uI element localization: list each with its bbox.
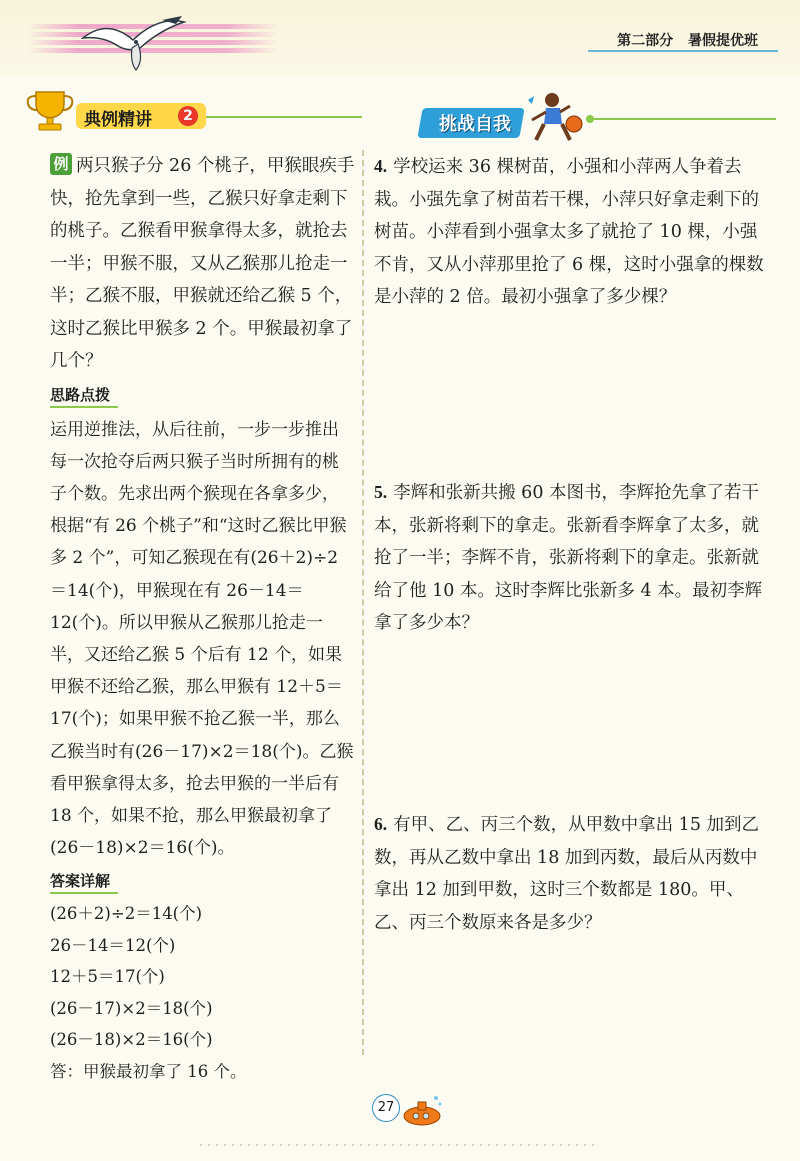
problem-text: 学校运来 36 棵树苗，小强和小萍两人争着去栽。小强先拿了树苗若干棵，小萍只好拿走剩下的树苗。小萍看到小强拿太多了就抢了 10 棵，小强不肯，又从小萍那里抢了 6 棵，这时小强拿的棵数是小萍的 2 倍。最初小强拿了多少棵？	[374, 157, 764, 307]
answer-line: (26＋2)÷2＝14(个)	[50, 904, 203, 924]
example-problem	[50, 150, 355, 378]
problem-6	[374, 808, 764, 939]
answer-line: 12＋5＝17(个)	[50, 967, 165, 987]
section-title-text: 典例精讲	[84, 110, 152, 130]
example-badge: 例	[50, 153, 72, 175]
problem-4	[374, 150, 764, 314]
analysis-text: 运用逆推法，从后往前，一步一步推出每一次抢夺后两只猴子当时所拥有的桃子个数。先求出两个猴现在各拿多少，根据“有 26 个桃子”和“这时乙猴比甲猴多 2 个”，可知乙猴现在有(26＋2)÷2＝14(个)，甲猴现在有 26－14＝12(个)。所以甲猴从乙猴那儿抢走一半，又还给乙猴 5 个后有 12 个，如果甲猴不还给乙猴，那么甲猴有 12＋5＝17(个)；如果甲猴不抢乙猴一半，那么乙猴当时有(26－17)×2＝18(个)。乙猴看甲猴拿得太多，抢去甲猴的一半后有 18 个，如果不抢，那么甲猴最初拿了(26－18)×2＝16(个)。	[50, 419, 354, 859]
problem-number: 5.	[374, 482, 388, 502]
section-title-example	[76, 103, 206, 129]
seagull-icon	[78, 8, 188, 78]
challenge-title: 挑战自我	[439, 114, 511, 135]
problem-text: 李辉和张新共搬 60 本图书，李辉抢先拿了若干本，张新将剩下的拿走。张新看李辉拿了太多，就抢了一半；李辉不肯，张新将剩下的拿走。张新就给了他 10 本。这时李辉比张新多 4 本。最初李辉拿了多少本？	[374, 483, 763, 633]
problem-number: 4.	[374, 156, 388, 176]
challenge-rule	[586, 118, 776, 120]
answer-line: (26－17)×2＝18(个)	[50, 998, 213, 1018]
page-number: 27	[372, 1094, 400, 1122]
answer-line: 26－14＝12(个)	[50, 935, 176, 955]
header-class: 暑假提优班	[688, 33, 758, 49]
example-text: 两只猴子分 26 个桃子，甲猴眼疾手快，抢先拿到一些，乙猴只好拿走剩下的桃子。乙猴看甲猴拿得太多，就抢去一半；甲猴不服，又从乙猴那儿抢走一半；乙猴不服，甲猴就还给乙猴 5 个，这时乙猴比甲猴多 2 个。甲猴最初拿了几个？	[50, 156, 355, 371]
basketball-player-icon	[522, 90, 586, 146]
submarine-icon	[398, 1092, 444, 1128]
answer-line: (26－18)×2＝16(个)	[50, 1030, 213, 1050]
trophy-icon	[24, 88, 76, 132]
column-divider	[362, 150, 364, 1055]
answer-conclusion: 答：甲猴最初拿了 16 个。	[50, 1061, 247, 1081]
header-underline	[588, 50, 778, 52]
problem-number: 6.	[374, 814, 388, 834]
section-rule	[206, 116, 362, 118]
problem-5	[374, 476, 764, 640]
section-number-badge: 2	[178, 106, 198, 126]
answer-heading: 答案详解	[50, 870, 118, 894]
analysis-heading: 思路点拨	[50, 384, 118, 408]
header-part: 第二部分	[617, 33, 674, 49]
footer-decoration	[200, 1140, 600, 1150]
problem-text: 有甲、乙、丙三个数，从甲数中拿出 15 加到乙数，再从乙数中拿出 18 加到丙数，最后从丙数中拿出 12 加到甲数，这时三个数都是 180。甲、乙、丙三个数原来各是多少？	[374, 815, 760, 933]
example-column	[50, 150, 355, 1087]
answer-lines	[50, 898, 355, 1087]
header-section-label	[607, 30, 758, 50]
